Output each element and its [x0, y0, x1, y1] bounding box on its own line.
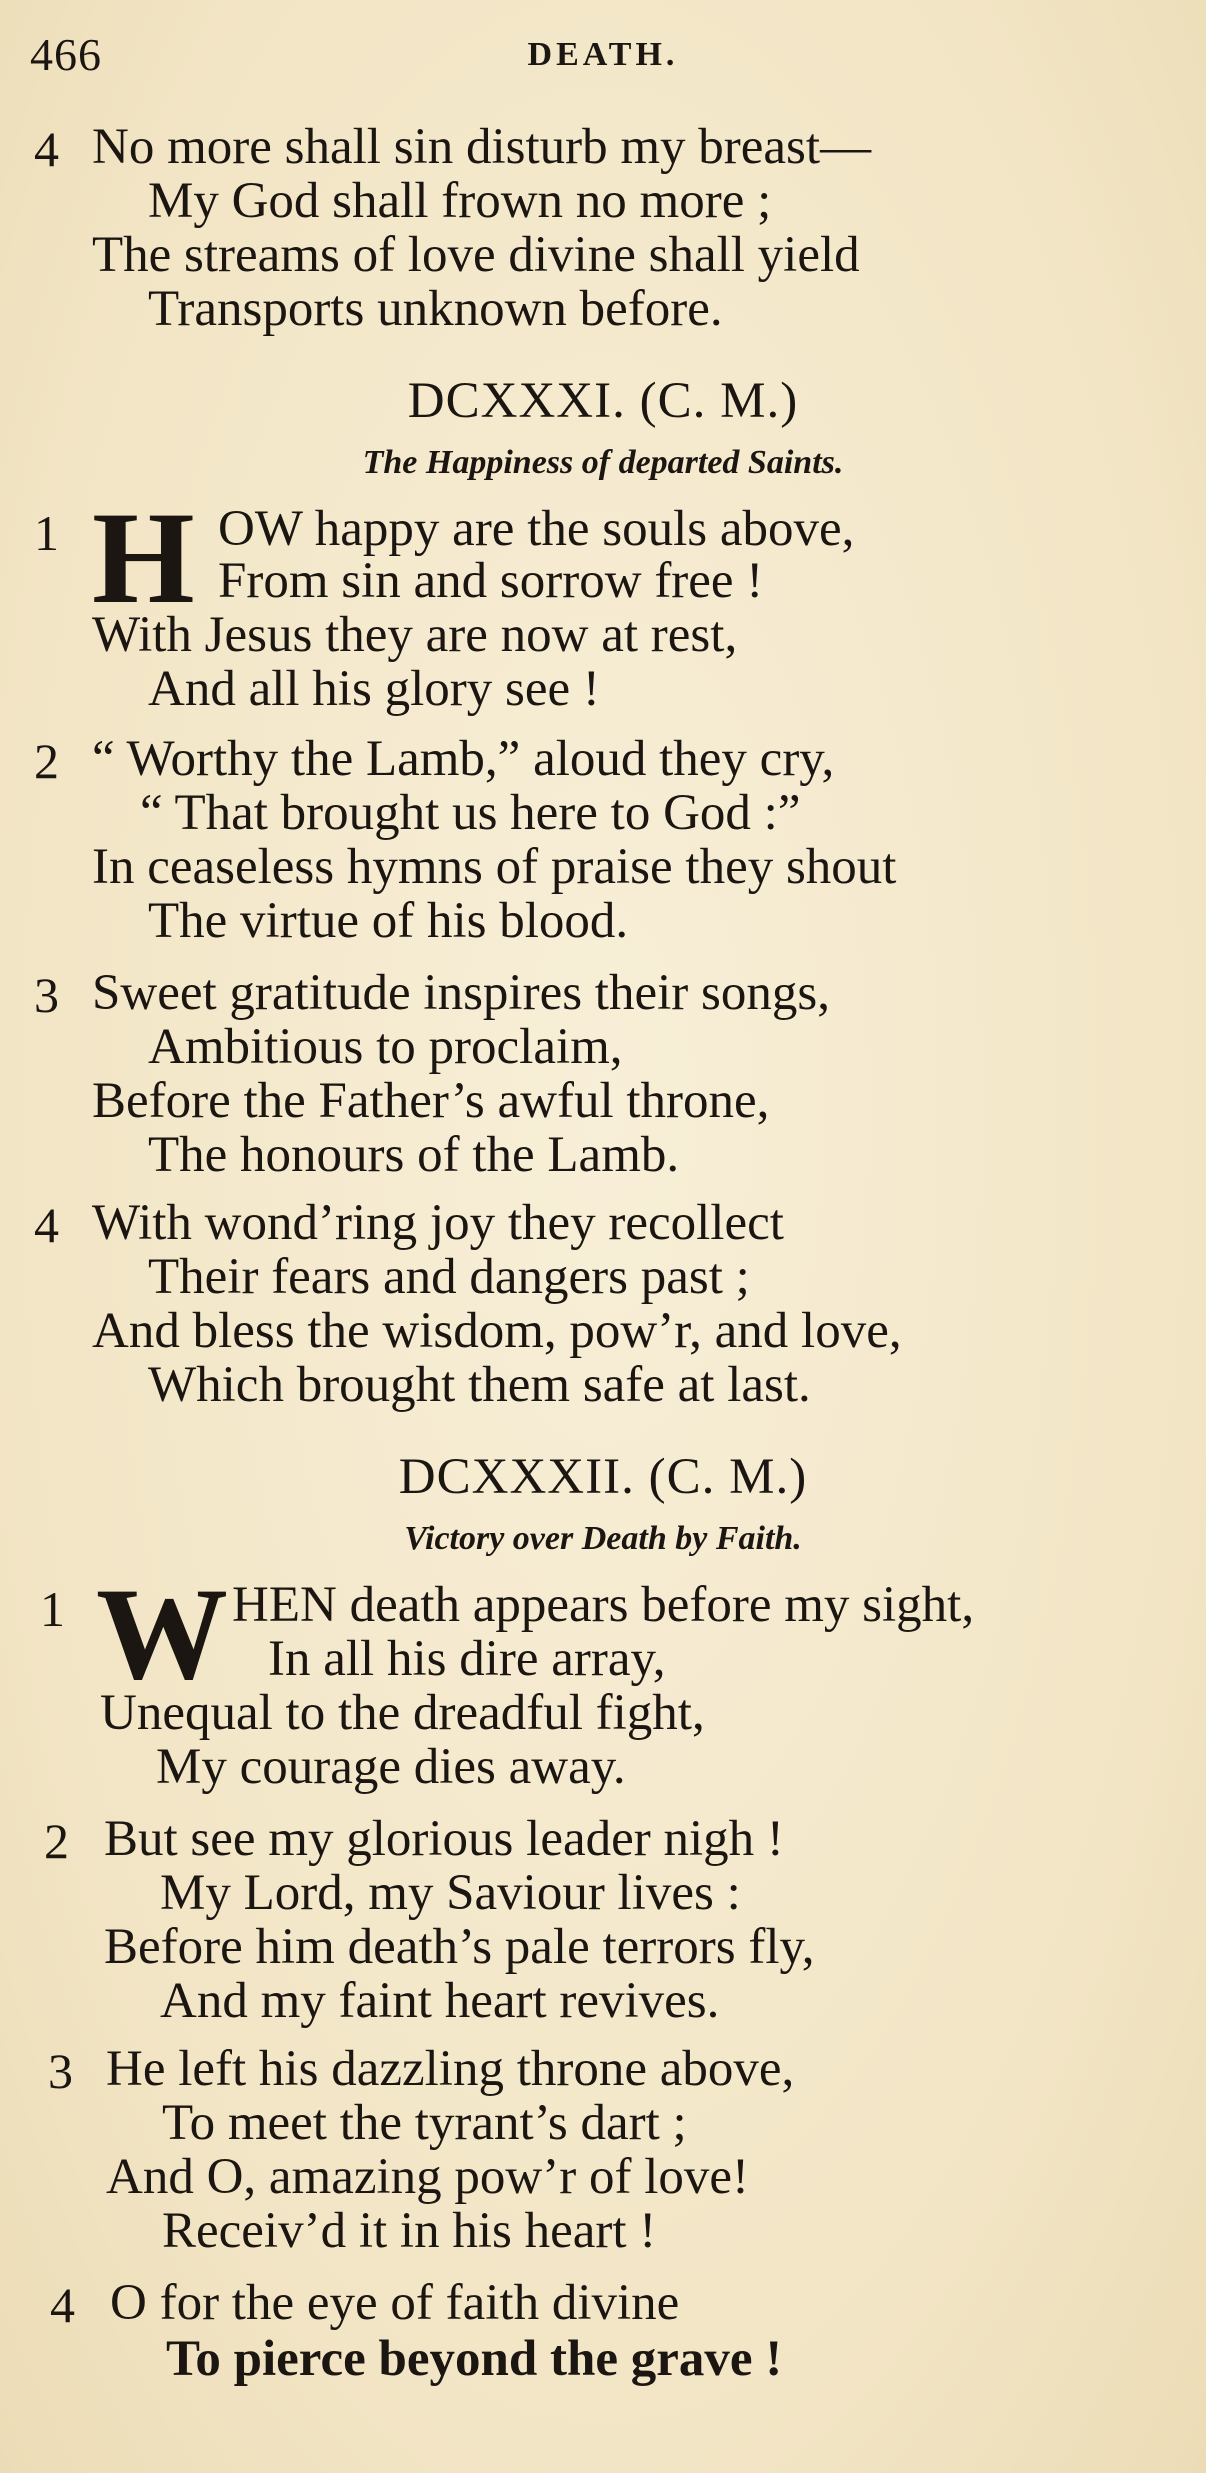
verse-line: Receiv’d it in his heart !	[162, 2203, 657, 2259]
verse-line: Before him death’s pale terrors fly,	[104, 1919, 815, 1975]
verse-line: Which brought them safe at last.	[148, 1357, 811, 1413]
verse-line: In all his dire array,	[268, 1631, 666, 1687]
verse-line: In ceaseless hymns of praise they shout	[92, 839, 897, 895]
verse-line: And my faint heart revives.	[160, 1973, 720, 2029]
stanza-number: 1	[40, 1581, 65, 1637]
verse-line: To pierce beyond the grave !	[166, 2331, 783, 2387]
page-number: 466	[30, 29, 102, 80]
page-header	[30, 28, 1176, 88]
verse-line: With wond’ring joy they recollect	[92, 1195, 784, 1251]
verse-line: Sweet gratitude inspires their songs,	[92, 965, 830, 1021]
verse-line: But see my glorious leader nigh !	[104, 1811, 784, 1867]
running-head: DEATH.	[527, 36, 679, 73]
verse-line: My courage dies away.	[156, 1739, 626, 1795]
verse-line: And all his glory see !	[148, 661, 600, 717]
stanza-number: 3	[48, 2043, 73, 2099]
hymn-subtitle: Victory over Death by Faith.	[404, 1520, 802, 1557]
hymn-title: DCXXXI. (C. M.)	[407, 373, 799, 429]
stanza-number: 4	[34, 121, 59, 177]
verse-line: My God shall frown no more ;	[148, 173, 772, 229]
verse-line: He left his dazzling throne above,	[106, 2041, 795, 2097]
verse-line: “ Worthy the Lamb,” aloud they cry,	[92, 731, 835, 787]
drop-cap: H	[92, 484, 195, 631]
verse-line: No more shall sin disturb my breast—	[92, 119, 872, 175]
verse-line: And O, amazing pow’r of love!	[106, 2149, 749, 2205]
hymn-subtitle: The Happiness of departed Saints.	[362, 444, 844, 481]
stanza-number: 2	[34, 733, 59, 789]
verse-line: Before the Father’s awful throne,	[92, 1073, 770, 1129]
stanza-number: 2	[44, 1813, 69, 1869]
stanza-number: 4	[34, 1197, 59, 1253]
verse-line: The honours of the Lamb.	[148, 1127, 680, 1183]
verse-line: My Lord, my Saviour lives :	[160, 1865, 741, 1921]
stanza-number: 1	[34, 505, 59, 561]
stanza-number: 4	[50, 2277, 75, 2333]
verse-line: HEN death appears before my sight,	[232, 1577, 975, 1633]
verse-line: Ambitious to proclaim,	[148, 1019, 623, 1075]
verse-line: OW happy are the souls above,	[218, 501, 855, 557]
verse-line: “ That brought us here to God :”	[140, 785, 801, 841]
verse-line: Their fears and dangers past ;	[148, 1249, 750, 1305]
drop-cap: W	[96, 1560, 228, 1707]
verse-line: O for the eye of faith divine	[110, 2275, 680, 2331]
verse-line: From sin and sorrow free !	[218, 553, 764, 609]
verse-line: The streams of love divine shall yield	[92, 227, 860, 283]
verse-line: To meet the tyrant’s dart ;	[162, 2095, 687, 2151]
verse-line: With Jesus they are now at rest,	[92, 607, 738, 663]
stanza-number: 3	[34, 967, 59, 1023]
verse-line: The virtue of his blood.	[148, 893, 629, 949]
verse-line: Unequal to the dreadful fight,	[100, 1685, 705, 1741]
verse-line: And bless the wisdom, pow’r, and love,	[92, 1303, 902, 1359]
verse-line: Transports unknown before.	[148, 281, 723, 337]
hymn-title: DCXXXII. (C. M.)	[398, 1449, 808, 1505]
